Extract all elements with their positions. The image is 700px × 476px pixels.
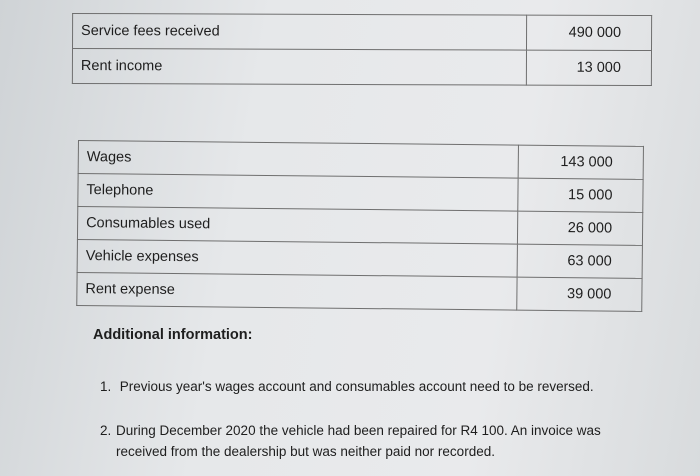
row-value: 39 000 <box>517 277 642 311</box>
additional-info-heading: Additional information: <box>93 327 253 343</box>
note-text: During December 2020 the vehicle had been repaired for R4 100. An invoice was <box>116 423 601 438</box>
expense-table <box>76 140 644 312</box>
table-row <box>73 13 652 50</box>
row-label: Vehicle expenses <box>77 239 517 277</box>
row-label: Telephone <box>78 174 518 212</box>
row-value: 13 000 <box>526 50 651 85</box>
row-value: 26 000 <box>517 211 642 245</box>
row-label: Wages <box>78 141 518 179</box>
note-line <box>100 441 630 462</box>
note-number: 1. <box>100 379 112 394</box>
note-number: 2. <box>100 423 112 438</box>
income-table <box>72 13 652 86</box>
table-row <box>72 48 651 85</box>
row-label: Rent income <box>72 48 526 85</box>
note-line <box>100 420 630 441</box>
note-item <box>100 420 630 462</box>
row-label: Rent expense <box>77 272 517 310</box>
table-row <box>77 272 642 311</box>
row-value: 490 000 <box>526 15 651 50</box>
row-label: Service fees received <box>73 13 527 50</box>
note-text: received from the dealership but was neither paid nor recorded. <box>116 444 495 459</box>
row-value: 15 000 <box>518 178 643 212</box>
note-text: Previous year's wages account and consumables account need to be reversed. <box>119 379 594 394</box>
row-value: 143 000 <box>518 145 643 179</box>
note-item <box>100 376 594 397</box>
row-label: Consumables used <box>77 207 517 245</box>
row-value: 63 000 <box>517 244 642 278</box>
